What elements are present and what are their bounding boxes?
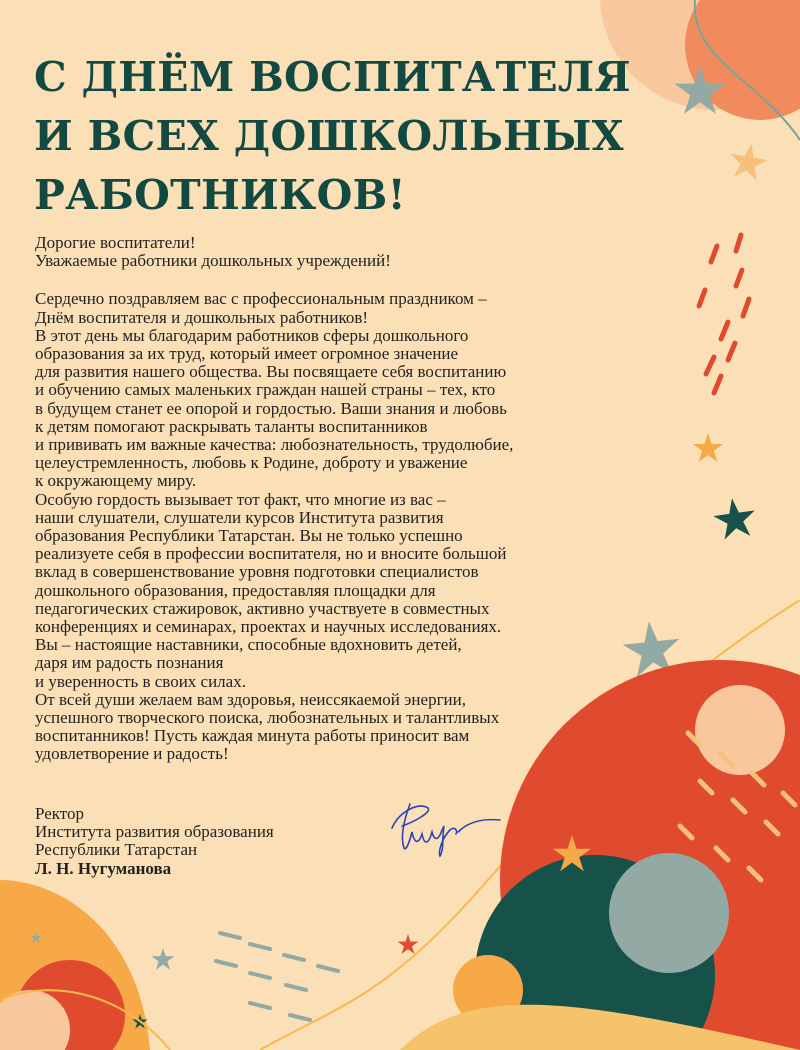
body-line: для развития нашего общества. Вы посвящаете себя воспитанию <box>35 362 507 382</box>
body-line: реализуете себя в профессии воспитателя, но и вносите большой <box>35 544 507 564</box>
letter-body <box>35 234 615 764</box>
body-line: удовлетворение и радость! <box>35 744 229 764</box>
body-line: конференциях и семинарах, проектах и научных исследованиях. <box>35 617 502 637</box>
page-title <box>34 48 694 225</box>
star-icon <box>693 433 723 462</box>
body-line: успешного творческого поиска, любознательных и талантливых <box>35 708 500 728</box>
body-line: и уверенность в своих силах. <box>35 671 246 691</box>
body-line: От всей души желаем вам здоровья, неиссякаемой энергии, <box>35 689 466 709</box>
star-icon <box>398 934 419 954</box>
gray-circle <box>609 853 729 973</box>
body-line: и обучению самых маленьких граждан нашей страны – тех, кто <box>35 380 496 400</box>
signer-role: Ректор <box>35 804 85 823</box>
signer-name: Л. Н. Нугуманова <box>35 858 172 878</box>
signature-block <box>35 805 274 878</box>
confetti-dashes <box>699 235 749 393</box>
body-line: к окружающему миру. <box>35 471 197 491</box>
title-line-3: РАБОТНИКОВ! <box>34 171 406 219</box>
body-line: Днём воспитателя и дошкольных работников! <box>35 307 369 327</box>
body-line: Сердечно поздравляем вас с профессиональным праздником – <box>35 289 487 309</box>
body-line: целеустремленность, любовь к Родине, доброту и уважение <box>35 453 468 473</box>
body-line: образования Республики Татарстан. Вы не только успешно <box>35 526 463 546</box>
body-line: образования за их труд, который имеет огромное значение <box>35 344 459 364</box>
body-line: в будущем станет ее опорой и гордостью. Ваши знания и любовь <box>35 398 507 418</box>
star-icon <box>726 140 770 182</box>
title-line-1: С ДНЁМ ВОСПИТАТЕЛЯ <box>34 53 631 101</box>
star-icon <box>152 948 175 970</box>
body-line: педагогических стажировок, активно участвуете в совместных <box>35 598 490 618</box>
body-line: Особую гордость вызывает тот факт, что многие из вас – <box>35 489 446 509</box>
greeting-line: Дорогие воспитатели! <box>35 233 196 252</box>
title-line-2: И ВСЕХ ДОШКОЛЬНЫХ <box>34 112 624 160</box>
body-text <box>35 290 615 763</box>
body-line: вклад в совершенствование уровня подготовки специалистов <box>35 562 479 582</box>
body-line: В этот день мы благодарим работников сферы дошкольного <box>35 325 469 345</box>
body-line: Вы – настоящие наставники, способные вдохновить детей, <box>35 635 462 655</box>
body-line: дошкольного образования, предоставляя площадки для <box>35 580 436 600</box>
signer-org-line: Института развития образования <box>35 822 274 842</box>
handwritten-signature <box>380 790 520 860</box>
bottom-right-pale-circle <box>695 685 785 775</box>
paragraph-gap <box>35 270 615 290</box>
body-line: даря им радость познания <box>35 653 224 673</box>
signer-org-line: Республики Татарстан <box>35 840 198 860</box>
star-icon <box>711 495 758 540</box>
body-line: к детям помогают раскрывать таланты воспитанников <box>35 416 428 436</box>
body-line: и прививать им важные качества: любознательность, трудолюбие, <box>35 435 514 455</box>
greeting-line: Уважаемые работники дошкольных учреждений! <box>35 251 391 271</box>
body-line: наши слушатели, слушатели курсов Института развития <box>35 507 444 527</box>
body-line: воспитанников! Пусть каждая минута работы приносит вам <box>35 726 470 746</box>
confetti-dashes <box>216 933 338 1020</box>
